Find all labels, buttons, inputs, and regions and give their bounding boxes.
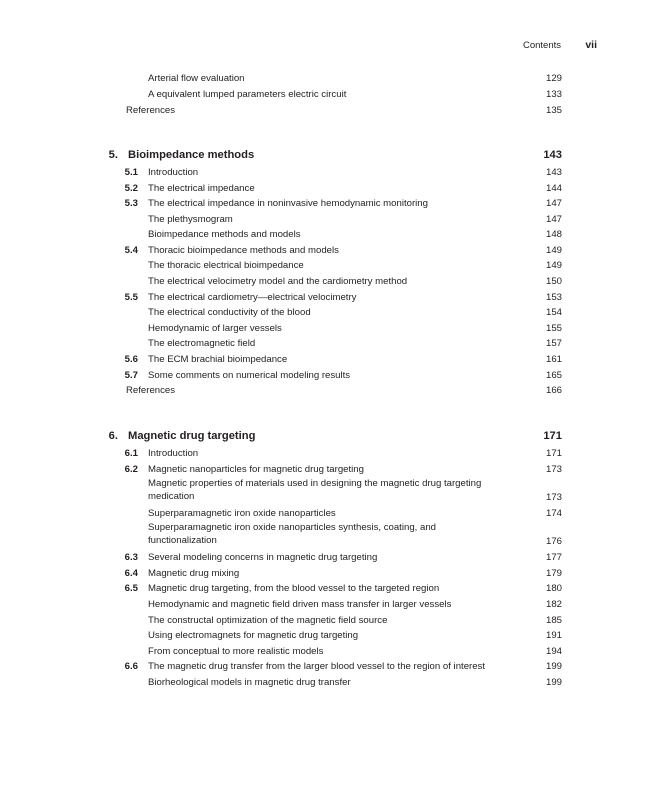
toc-entry-title: The magnetic drug transfer from the larger blood vessel to the region of interest — [148, 661, 486, 672]
toc-entry-page: 154 — [545, 307, 562, 318]
page-number: vii — [585, 39, 597, 51]
toc-entry-title: The electrical velocimetry model and the cardiometry method — [148, 276, 408, 287]
section-number: 6.1 — [124, 448, 138, 459]
section-number: 5.4 — [124, 245, 138, 256]
toc-entry-title: Introduction — [148, 167, 199, 178]
toc-entry-title: Magnetic drug targeting, from the blood vessel to the targeted region — [148, 583, 440, 594]
chapter-title: Bioimpedance methods — [128, 149, 255, 161]
section-number: 6.2 — [124, 464, 138, 475]
section-number: 6.3 — [124, 552, 138, 563]
toc-entry-page: 199 — [545, 661, 562, 672]
toc-entry-title: Some comments on numerical modeling results — [148, 370, 351, 381]
chapter-title: Magnetic drug targeting — [128, 430, 256, 442]
toc-entry-title: Bioimpedance methods and models — [148, 229, 301, 240]
toc-entry-title: References — [126, 385, 176, 396]
toc-entry-page: 180 — [545, 583, 562, 594]
toc-entry-page: 129 — [545, 73, 562, 84]
toc-entry-page: 133 — [545, 89, 562, 100]
toc-entry-page: 166 — [545, 385, 562, 396]
toc-entry-page: 161 — [545, 354, 562, 365]
section-number: 5.3 — [124, 198, 138, 209]
toc-entry-page: 144 — [545, 183, 562, 194]
toc-entry-page: 185 — [545, 615, 562, 626]
toc-entry-title: Hemodynamic and magnetic field driven mass transfer in larger vessels — [148, 599, 452, 610]
section-number: 6.6 — [124, 661, 138, 672]
toc-entry-title: Several modeling concerns in magnetic drug targeting — [148, 552, 378, 563]
toc-entry-page: 149 — [545, 245, 562, 256]
toc-entry-title: Magnetic properties of materials used in designing the magnetic drug targeting medication — [148, 478, 482, 502]
toc-entry-page: 173 — [545, 492, 562, 503]
section-number: 6.5 — [124, 583, 138, 594]
toc-entry-title: Magnetic nanoparticles for magnetic drug targeting — [148, 464, 364, 475]
toc-entry-page: 135 — [545, 105, 562, 116]
toc-entry-page: 171 — [545, 448, 562, 459]
toc-entry-page: 191 — [545, 630, 562, 641]
toc-entry-page: 173 — [545, 464, 562, 475]
toc-entry-title: Magnetic drug mixing — [148, 568, 240, 579]
toc-entry-page: 153 — [545, 292, 562, 303]
toc-entry-title: Superparamagnetic iron oxide nanoparticles synthesis, coating, and functionalization — [148, 522, 436, 546]
chapter-number: 5. — [108, 149, 118, 161]
running-head: Contents — [522, 40, 561, 51]
toc-entry-page: 147 — [545, 198, 562, 209]
toc-entry-page: 147 — [545, 214, 562, 225]
toc-entry-title: References — [126, 105, 176, 116]
toc-entry-page: 194 — [545, 646, 562, 657]
toc-entry-title: The constructal optimization of the magnetic field source — [148, 615, 388, 626]
toc-entry-page: 176 — [545, 536, 562, 547]
toc-entry-page: 177 — [545, 552, 562, 563]
toc-entry-title: The electrical impedance in noninvasive hemodynamic monitoring — [148, 198, 428, 209]
toc-entry-title: Hemodynamic of larger vessels — [148, 323, 282, 334]
chapter-number: 6. — [108, 430, 118, 442]
toc-entry-title: A equivalent lumped parameters electric circuit — [148, 89, 347, 100]
toc-entry-title: The ECM brachial bioimpedance — [148, 354, 288, 365]
chapter-page: 143 — [543, 149, 562, 161]
toc-entry-title: The plethysmogram — [148, 214, 233, 225]
toc-entry-title: Using electromagnets for magnetic drug targeting — [148, 630, 359, 641]
toc-entry-title: Introduction — [148, 448, 199, 459]
toc-entry-title: Thoracic bioimpedance methods and models — [148, 245, 339, 256]
chapter-page: 171 — [543, 430, 562, 442]
section-number: 5.6 — [124, 354, 138, 365]
section-number: 5.5 — [124, 292, 138, 303]
toc-entry-title: The electromagnetic field — [148, 338, 256, 349]
toc-entry-title: The thoracic electrical bioimpedance — [148, 260, 304, 271]
toc-entry-title: Superparamagnetic iron oxide nanoparticles — [148, 508, 336, 519]
toc-entry-title: Arterial flow evaluation — [148, 73, 245, 84]
toc-entry-title: Biorheological models in magnetic drug transfer — [148, 677, 351, 688]
page-header — [0, 40, 648, 54]
toc-entry-page: 182 — [545, 599, 562, 610]
toc-entry-page: 143 — [545, 167, 562, 178]
section-number: 5.1 — [124, 167, 138, 178]
toc-entry-page: 149 — [545, 260, 562, 271]
toc-entry-title: The electrical conductivity of the blood — [148, 307, 311, 318]
toc-entry-page: 157 — [545, 338, 562, 349]
toc-entry-title: The electrical impedance — [148, 183, 255, 194]
toc-entry-title: The electrical cardiometry—electrical velocimetry — [148, 292, 357, 303]
toc-entry-page: 165 — [545, 370, 562, 381]
toc-entry-page: 179 — [545, 568, 562, 579]
toc-entry-page: 199 — [545, 677, 562, 688]
section-number: 6.4 — [124, 568, 138, 579]
toc-entry-page: 174 — [545, 508, 562, 519]
toc-entry-page: 150 — [545, 276, 562, 287]
section-number: 5.7 — [124, 370, 138, 381]
toc-entry-page: 155 — [545, 323, 562, 334]
section-number: 5.2 — [124, 183, 138, 194]
toc-entry-title: From conceptual to more realistic models — [148, 646, 324, 657]
toc-entry-page: 148 — [545, 229, 562, 240]
